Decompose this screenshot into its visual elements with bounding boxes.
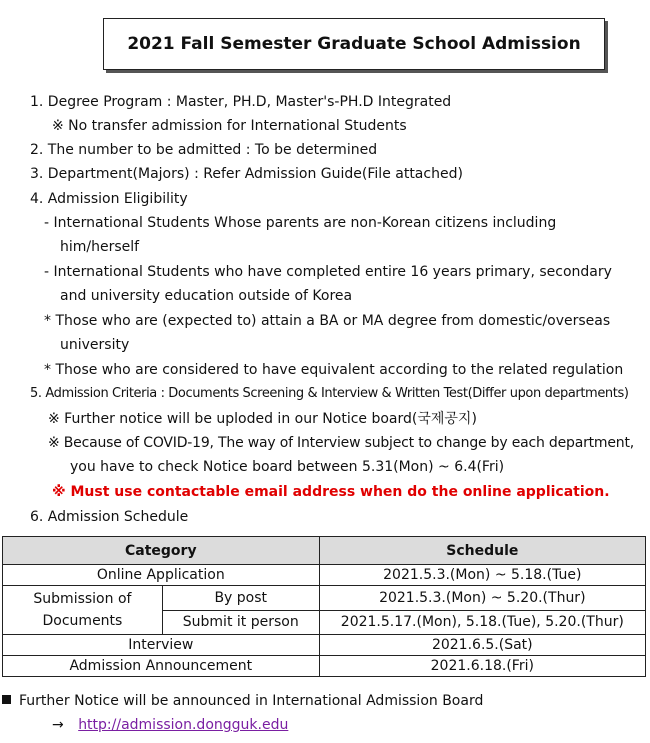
interview-date: 2021.6.5.(Sat) — [319, 635, 645, 656]
interview-label: Interview — [3, 635, 320, 656]
table-row — [3, 635, 646, 656]
header-category: Category — [3, 537, 320, 565]
in-person-label: Submit it person — [162, 610, 319, 635]
admission-number: 2. The number to be admitted : To be determined — [30, 142, 378, 158]
eligibility-heading: 4. Admission Eligibility — [30, 191, 188, 207]
in-person-date: 2021.5.17.(Mon), 5.18.(Tue), 5.20.(Thur) — [319, 610, 645, 635]
announcement-date: 2021.6.18.(Fri) — [319, 656, 645, 677]
admission-criteria: 5. Admission Criteria : Documents Screening & Interview & Written Test(Differ upon departments) — [30, 386, 629, 401]
criteria-note-2: ※ Because of COVID-19, The way of Interview subject to change by each department, — [48, 435, 634, 451]
eligibility-item-1-cont: him/herself — [60, 239, 140, 255]
by-post-date: 2021.5.3.(Mon) ~ 5.20.(Thur) — [319, 586, 645, 611]
announcement-label: Admission Announcement — [3, 656, 320, 677]
criteria-note-1: ※ Further notice will be uploded in our Notice board(국제공지) — [48, 411, 477, 427]
criteria-note-email-warning: ※ Must use contactable email address when do the online application. — [52, 484, 610, 500]
footer-notice — [2, 691, 483, 711]
schedule-table — [2, 536, 646, 677]
header-schedule: Schedule — [319, 537, 645, 565]
table-header-row — [3, 537, 646, 565]
department-majors: 3. Department(Majors) : Refer Admission Guide(File attached) — [30, 166, 463, 182]
arrow-icon: → — [52, 717, 64, 733]
degree-program: 1. Degree Program : Master, PH.D, Master's-PH.D Integrated — [30, 94, 452, 110]
eligibility-item-1: - International Students Whose parents are non-Korean citizens including — [44, 215, 557, 231]
table-row — [3, 586, 646, 611]
footer-link-line — [52, 715, 288, 735]
square-bullet-icon — [2, 695, 11, 704]
footer-notice-text: Further Notice will be announced in International Admission Board — [19, 693, 484, 709]
eligibility-item-4: * Those who are considered to have equivalent according to the related regulation — [44, 362, 624, 378]
admission-link[interactable]: http://admission.dongguk.edu — [78, 717, 289, 733]
table-row — [3, 656, 646, 677]
degree-note: ※ No transfer admission for International Students — [52, 118, 407, 134]
submission-documents-label: Submission of Documents — [3, 586, 163, 635]
table-row — [3, 565, 646, 586]
eligibility-item-2-cont: and university education outside of Korea — [60, 288, 353, 304]
eligibility-item-3-cont: university — [60, 337, 130, 353]
online-application-date: 2021.5.3.(Mon) ~ 5.18.(Tue) — [319, 565, 645, 586]
criteria-note-2-cont: you have to check Notice board between 5.31(Mon) ~ 6.4(Fri) — [70, 459, 505, 475]
online-application-label: Online Application — [3, 565, 320, 586]
page-title: 2021 Fall Semester Graduate School Admission — [103, 18, 605, 70]
schedule-heading: 6. Admission Schedule — [30, 509, 189, 525]
eligibility-item-3: * Those who are (expected to) attain a BA or MA degree from domestic/overseas — [44, 313, 611, 329]
by-post-label: By post — [162, 586, 319, 611]
eligibility-item-2: - International Students who have completed entire 16 years primary, secondary — [44, 264, 612, 280]
